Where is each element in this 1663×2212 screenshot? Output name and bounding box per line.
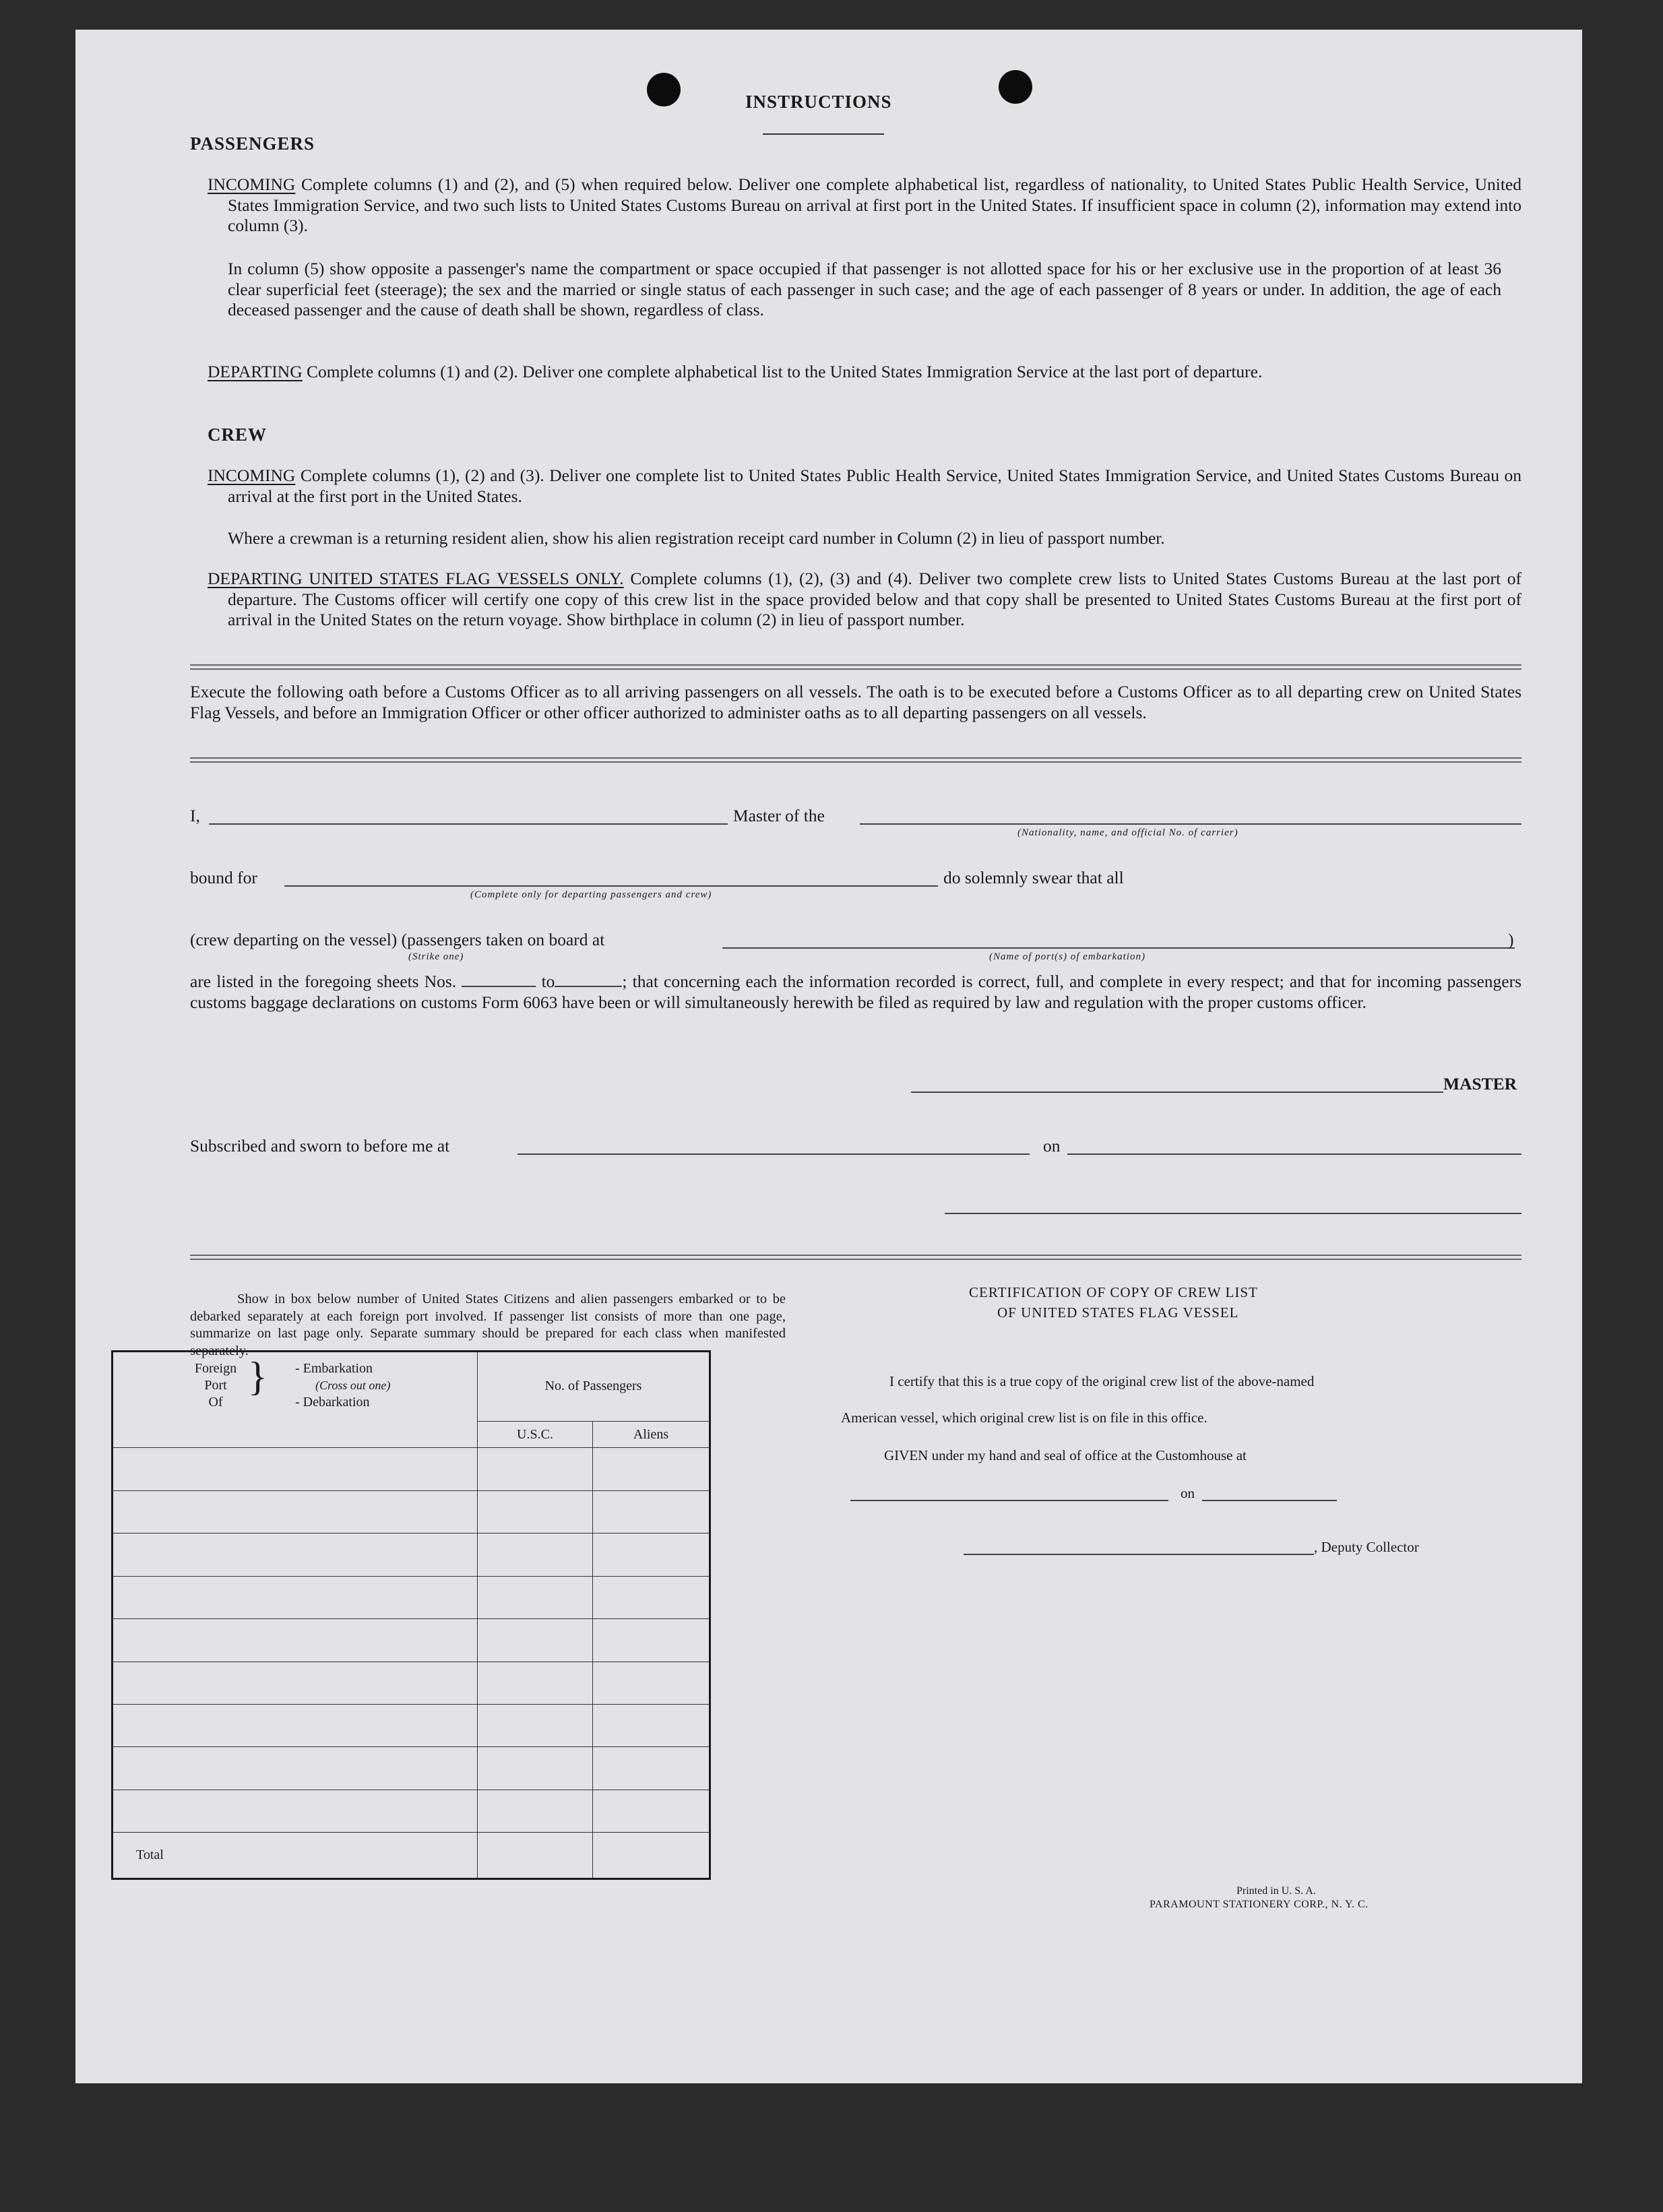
usc-cell[interactable] (478, 1534, 593, 1576)
punch-hole-right (999, 70, 1032, 104)
aliens-header: Aliens (593, 1421, 710, 1448)
usc-cell[interactable] (478, 1790, 593, 1832)
listed-to: to (541, 972, 555, 991)
punch-hole-left (647, 73, 681, 106)
certification-heading-1: CERTIFICATION OF COPY OF CREW LIST (969, 1284, 1258, 1300)
subscribed-label: Subscribed and sworn to before me at (190, 1136, 450, 1156)
bound-for-field[interactable] (284, 885, 938, 887)
crew-passengers-label: (crew departing on the vessel) (passengers taken on board at (190, 930, 605, 949)
aliens-cell[interactable] (593, 1576, 710, 1618)
foreign-label: Foreign (194, 1361, 237, 1376)
aliens-cell[interactable] (593, 1619, 710, 1662)
port-cell[interactable] (113, 1619, 478, 1662)
listed-paragraph (190, 972, 1521, 1013)
port-cell[interactable] (113, 1448, 478, 1490)
master-name-field[interactable] (209, 823, 728, 825)
port-cell[interactable] (113, 1490, 478, 1533)
subscribed-place-field[interactable] (517, 1154, 1030, 1155)
divider-1a (190, 664, 1521, 666)
printer-label: PARAMOUNT STATIONERY CORP., N. Y. C. (1150, 1899, 1369, 1910)
aliens-cell[interactable] (593, 1662, 710, 1704)
ports-caption: (Name of port(s) of embarkation) (989, 951, 1146, 962)
divider-2b (190, 761, 1521, 763)
certify-line-2: American vessel, which original crew list is on file in this office. (841, 1410, 1207, 1426)
passenger-summary-table (111, 1350, 711, 1880)
summary-instructions: Show in box below number of United States Citizens and alien passengers embarked or to be debarked separately at each foreign port involved. If passenger list consists of more than one page, summarize on last page only. Separate summary should be prepared for each class when manifested separately. (190, 1292, 786, 1358)
total-aliens-cell[interactable] (593, 1833, 710, 1879)
brace-icon: } (248, 1354, 268, 1399)
passengers-departing-label: DEPARTING (208, 362, 303, 381)
usc-cell[interactable] (478, 1747, 593, 1790)
master-label: MASTER (1443, 1074, 1517, 1094)
subscribed-on-label: on (1043, 1136, 1061, 1156)
form-page (75, 30, 1582, 2083)
crew-incoming-paragraph (208, 466, 1521, 507)
divider-1b (190, 668, 1521, 670)
master-signature-field[interactable] (911, 1092, 1443, 1093)
aliens-cell[interactable] (593, 1448, 710, 1490)
cross-out-label: (Cross out one) (315, 1379, 391, 1392)
sheet-from-field[interactable] (462, 972, 536, 987)
passengers-departing-text: Complete columns (1) and (2). Deliver one complete alphabetical list to the United States Immigration Service at the last port of departure. (302, 362, 1263, 381)
crew-departing-label: DEPARTING UNITED STATES FLAG VESSELS ONLY. (208, 569, 624, 588)
subscribed-date-field[interactable] (1067, 1154, 1521, 1155)
port-label: Port (204, 1378, 227, 1393)
crew-departing-paragraph (208, 569, 1521, 631)
departing-caption: (Complete only for departing passengers and crew) (470, 889, 712, 900)
total-label: Total (113, 1833, 478, 1879)
page-title: INSTRUCTIONS (745, 92, 892, 112)
usc-cell[interactable] (478, 1705, 593, 1747)
sheet-to-field[interactable] (555, 972, 622, 987)
total-usc-cell[interactable] (478, 1833, 593, 1879)
carrier-field[interactable] (860, 823, 1521, 825)
port-cell[interactable] (113, 1747, 478, 1790)
usc-cell[interactable] (478, 1619, 593, 1662)
officer-signature-field[interactable] (945, 1213, 1521, 1214)
aliens-cell[interactable] (593, 1490, 710, 1533)
master-of-the-label: Master of the (733, 806, 825, 825)
listed-text-a: are listed in the foregoing sheets Nos. (190, 972, 457, 991)
usc-header: U.S.C. (478, 1421, 593, 1448)
deputy-collector-label: , Deputy Collector (1314, 1539, 1419, 1555)
port-cell[interactable] (113, 1705, 478, 1747)
printed-in-label: Printed in U. S. A. (1236, 1885, 1316, 1897)
passengers-incoming-label: INCOMING (208, 175, 296, 194)
certification-on-label: on (1181, 1485, 1195, 1501)
usc-cell[interactable] (478, 1490, 593, 1533)
passengers-heading: PASSENGERS (190, 133, 315, 154)
aliens-cell[interactable] (593, 1705, 710, 1747)
port-cell[interactable] (113, 1534, 478, 1576)
swear-label: do solemnly swear that all (943, 868, 1124, 887)
passengers-column5-paragraph: In column (5) show opposite a passenger's name the compartment or space occupied if that passenger is not allotted space for his or her exclusive use in the proportion of at least 36 clear superficial feet (steerage); the sex and the married or single status of each passenger in such case; and the age of each passenger of 8 years or under. In addition, the age of each deceased passenger and the cause of death shall be shown, regardless of class. (228, 259, 1501, 319)
deputy-signature-field[interactable] (964, 1554, 1314, 1555)
listed-text-b: ; that concerning each the information recorded is correct, full, and complete in every respect; and that for incoming passengers customs baggage declarations on customs Form 6063 have been or will simultaneously herewith be filed as required by law and regulation with the proper customs officer. (190, 972, 1522, 1012)
certify-line-1: I certify that this is a true copy of the original crew list of the above-named (889, 1373, 1315, 1389)
close-paren: ) (1508, 930, 1514, 949)
aliens-cell[interactable] (593, 1790, 710, 1832)
bound-for-label: bound for (190, 868, 257, 887)
certification-heading-2: OF UNITED STATES FLAG VESSEL (997, 1304, 1239, 1321)
usc-cell[interactable] (478, 1448, 593, 1490)
divider-3b (190, 1259, 1521, 1260)
customhouse-field[interactable] (850, 1500, 1168, 1501)
oath-i-label: I, (190, 806, 200, 825)
embarkation-label: - Embarkation (295, 1361, 373, 1376)
divider-3a (190, 1255, 1521, 1256)
divider-2a (190, 757, 1521, 759)
crew-departing-text: Complete columns (1), (2), (3) and (4). Deliver two complete crew lists to United States Customs Bureau at the last port of departure. The Customs officer will certify one copy of this crew list in the space provided below and that copy shall be presented to United States Customs Bureau at the first port of arrival in the United States on the return voyage. Show birthplace in column (2) in lieu of passport number. (228, 569, 1521, 629)
crew-incoming-text: Complete columns (1), (2) and (3). Deliver one complete list to United States Public Health Service, United States Immigration Service, and United States Customs Bureau on arrival at the first port in the United States. (228, 466, 1521, 506)
strike-caption: (Strike one) (408, 951, 464, 962)
title-underline (763, 133, 884, 135)
usc-cell[interactable] (478, 1576, 593, 1618)
aliens-cell[interactable] (593, 1747, 710, 1790)
crew-heading: CREW (208, 424, 268, 445)
aliens-cell[interactable] (593, 1534, 710, 1576)
passengers-departing-paragraph (208, 362, 1521, 383)
oath-intro: Execute the following oath before a Customs Officer as to all arriving passengers on all vessels. The oath is to be executed before a Customs Officer as to all departing crew on United States Flag Vessels, and before an Immigration Officer or other officer authorized to administer oaths as to all departing passengers on all vessels. (190, 682, 1521, 722)
crew-incoming-label: INCOMING (208, 466, 296, 485)
certification-date-field[interactable] (1202, 1500, 1337, 1501)
port-cell[interactable] (113, 1662, 478, 1704)
of-label: Of (208, 1395, 223, 1410)
nationality-caption: (Nationality, name, and official No. of carrier) (1017, 827, 1238, 838)
no-passengers-header: No. of Passengers (478, 1352, 710, 1422)
usc-cell[interactable] (478, 1662, 593, 1704)
debarkation-label: - Debarkation (295, 1395, 370, 1410)
embarkation-port-field[interactable] (722, 947, 1515, 949)
given-line: GIVEN under my hand and seal of office at the Customhouse at (884, 1447, 1247, 1463)
passengers-incoming-text: Complete columns (1) and (2), and (5) when required below. Deliver one complete alphabetical list, regardless of nationality, to United States Public Health Service, United States Immigration Service, and two such lists to United States Customs Bureau on arrival at first port in the United States. If insufficient space in column (2), information may extend into column (3). (228, 175, 1521, 235)
passengers-incoming-paragraph (208, 175, 1521, 236)
port-cell[interactable] (113, 1790, 478, 1832)
crew-alien-paragraph: Where a crewman is a returning resident alien, show his alien registration receipt card number in Column (2) in lieu of passport number. (228, 528, 1165, 548)
foreign-port-header (113, 1352, 478, 1448)
port-cell[interactable] (113, 1576, 478, 1618)
